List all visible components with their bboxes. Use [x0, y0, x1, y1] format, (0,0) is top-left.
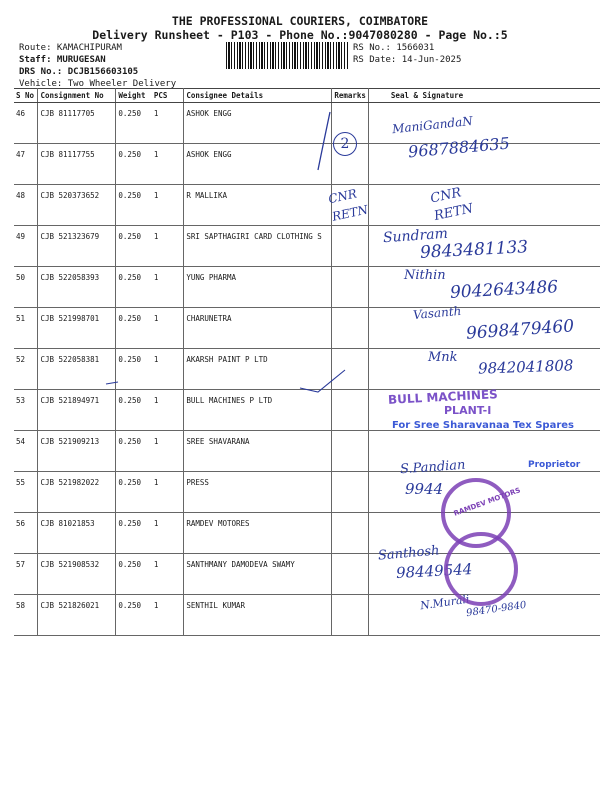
- row-pcs: 1: [152, 144, 184, 185]
- rs-number: RS No.: 1566031: [353, 43, 435, 53]
- row-sno: 51: [14, 308, 38, 349]
- drs-number: DRS No.: DCJB156603105: [19, 67, 139, 77]
- rs-date: RS Date: 14-Jun-2025: [353, 55, 462, 65]
- remark-48: CNR RETN: [327, 186, 370, 224]
- sig-48: CNR RETN: [429, 185, 475, 225]
- row-consignment: CJB 520373652: [38, 185, 116, 226]
- phone-58: 98470-9840: [465, 599, 528, 620]
- row-pcs: 1: [152, 185, 184, 226]
- row-consignee: SENTHIL KUMAR: [184, 595, 332, 636]
- row-consignee: SREE SHAVARANA: [184, 431, 332, 472]
- row-consignment: CJB 81021853: [38, 513, 116, 554]
- phone-46: 9687884635: [407, 133, 511, 162]
- row-weight: 0.250: [116, 472, 152, 513]
- row-weight: 0.250: [116, 349, 152, 390]
- row-sno: 55: [14, 472, 38, 513]
- row-consignment: CJB 521826021: [38, 595, 116, 636]
- sig-49: Sundram: [382, 225, 449, 247]
- phone-55: 9944: [405, 480, 444, 498]
- stamp-sree-sharavanaa: For Sree Sharavanaa Tex Spares: [392, 420, 574, 431]
- sig-55: S.Pandian: [399, 457, 466, 478]
- document-title: THE PROFESSIONAL COURIERS, COIMBATORE: [171, 14, 429, 28]
- col-remarks: Remarks: [332, 89, 369, 103]
- row-sno: 53: [14, 390, 38, 431]
- row-weight: 0.250: [116, 431, 152, 472]
- row-pcs: 1: [152, 390, 184, 431]
- col-consignee: Consignee Details: [184, 89, 332, 103]
- row-consignment: CJB 521894971: [38, 390, 116, 431]
- row-weight: 0.250: [116, 390, 152, 431]
- col-sno: S No: [14, 89, 38, 103]
- row-weight: 0.250: [116, 103, 152, 144]
- row-consignment: CJB 522058381: [38, 349, 116, 390]
- col-weight: Weight: [116, 89, 152, 103]
- row-consignment: CJB 521998701: [38, 308, 116, 349]
- row-sno: 58: [14, 595, 38, 636]
- route: Route: KAMACHIPURAM: [19, 43, 122, 53]
- row-consignee: ASHOK ENGG: [184, 103, 332, 144]
- phone-51: 9698479460: [465, 316, 575, 344]
- row-sno: 56: [14, 513, 38, 554]
- row-weight: 0.250: [116, 308, 152, 349]
- vehicle: Vehicle: Two Wheeler Delivery: [19, 79, 177, 89]
- document-subtitle: Delivery Runsheet - P103 - Phone No.:9047080280 - Page No.:5: [92, 28, 508, 42]
- row-consignment: CJB 521323679: [38, 226, 116, 267]
- col-consignment: Consignment No: [38, 89, 116, 103]
- row-consignee: SANTHMANY DAMODEVA SWAMY: [184, 554, 332, 595]
- phone-57: 98449544: [395, 560, 473, 582]
- row-consignee: YUNG PHARMA: [184, 267, 332, 308]
- row-pcs: 1: [152, 595, 184, 636]
- sig-57: Santhosh: [377, 543, 441, 564]
- row-consignee: BULL MACHINES P LTD: [184, 390, 332, 431]
- row-pcs: 1: [152, 103, 184, 144]
- row-sno: 52: [14, 349, 38, 390]
- row-consignee: R MALLIKA: [184, 185, 332, 226]
- row-pcs: 1: [152, 431, 184, 472]
- row-consignment: CJB 81117705: [38, 103, 116, 144]
- row-consignee: RAMDEV MOTORES: [184, 513, 332, 554]
- stamp-bull-machines: BULL MACHINES: [387, 387, 499, 407]
- checkmark-icon: [300, 370, 345, 392]
- stamp-plant: PLANT-I: [444, 404, 492, 417]
- row-sno: 54: [14, 431, 38, 472]
- phone-49: 9843481133: [419, 237, 529, 263]
- checkmark-icon: [318, 112, 330, 170]
- row-weight: 0.250: [116, 226, 152, 267]
- row-sno: 47: [14, 144, 38, 185]
- row-consignee: PRESS: [184, 472, 332, 513]
- row-pcs: 1: [152, 308, 184, 349]
- row-consignment: CJB 521909213: [38, 431, 116, 472]
- row-pcs: 1: [152, 554, 184, 595]
- row-consignment: CJB 521982022: [38, 472, 116, 513]
- col-seal: Seal & Signature: [368, 89, 600, 103]
- staff: Staff: MURUGESAN: [19, 55, 106, 65]
- row-consignee: ASHOK ENGG: [184, 144, 332, 185]
- stamp-ramdev-2: [444, 532, 518, 606]
- row-pcs: 1: [152, 226, 184, 267]
- row-pcs: 1: [152, 472, 184, 513]
- sig-58: N.Murali: [419, 592, 471, 613]
- row-weight: 0.250: [116, 144, 152, 185]
- row-consignment: CJB 81117755: [38, 144, 116, 185]
- row-weight: 0.250: [116, 513, 152, 554]
- row-weight: 0.250: [116, 185, 152, 226]
- row-pcs: 1: [152, 349, 184, 390]
- row-consignment: CJB 522058393: [38, 267, 116, 308]
- sig-51: Vasanth: [412, 303, 462, 323]
- sig-52: Mnk: [428, 350, 458, 365]
- phone-52: 9842041808: [477, 356, 574, 378]
- sig-50: Nithin: [404, 268, 446, 283]
- row-weight: 0.250: [116, 554, 152, 595]
- row-weight: 0.250: [116, 267, 152, 308]
- row-pcs: 1: [152, 513, 184, 554]
- col-pcs: PCS: [152, 89, 184, 103]
- row-sno: 46: [14, 103, 38, 144]
- row-sno: 49: [14, 226, 38, 267]
- stamp-proprietor: Proprietor: [528, 460, 581, 470]
- sig-46: ManiGandaN: [391, 113, 474, 137]
- row-weight: 0.250: [116, 595, 152, 636]
- row-consignee: AKARSH PAINT P LTD: [184, 349, 332, 390]
- row-consignment: CJB 521908532: [38, 554, 116, 595]
- row-sno: 48: [14, 185, 38, 226]
- row-sno: 50: [14, 267, 38, 308]
- stamp-ramdev-text: RAMDEV MOTORS: [452, 486, 522, 518]
- phone-50: 9042643486: [449, 277, 559, 303]
- row-consignee: SRI SAPTHAGIRI CARD CLOTHING S: [184, 226, 332, 267]
- checkmark-icon: [106, 382, 118, 384]
- circled-two-icon: 2: [333, 132, 357, 156]
- row-pcs: 1: [152, 267, 184, 308]
- row-sno: 57: [14, 554, 38, 595]
- row-consignee: CHARUNETRA: [184, 308, 332, 349]
